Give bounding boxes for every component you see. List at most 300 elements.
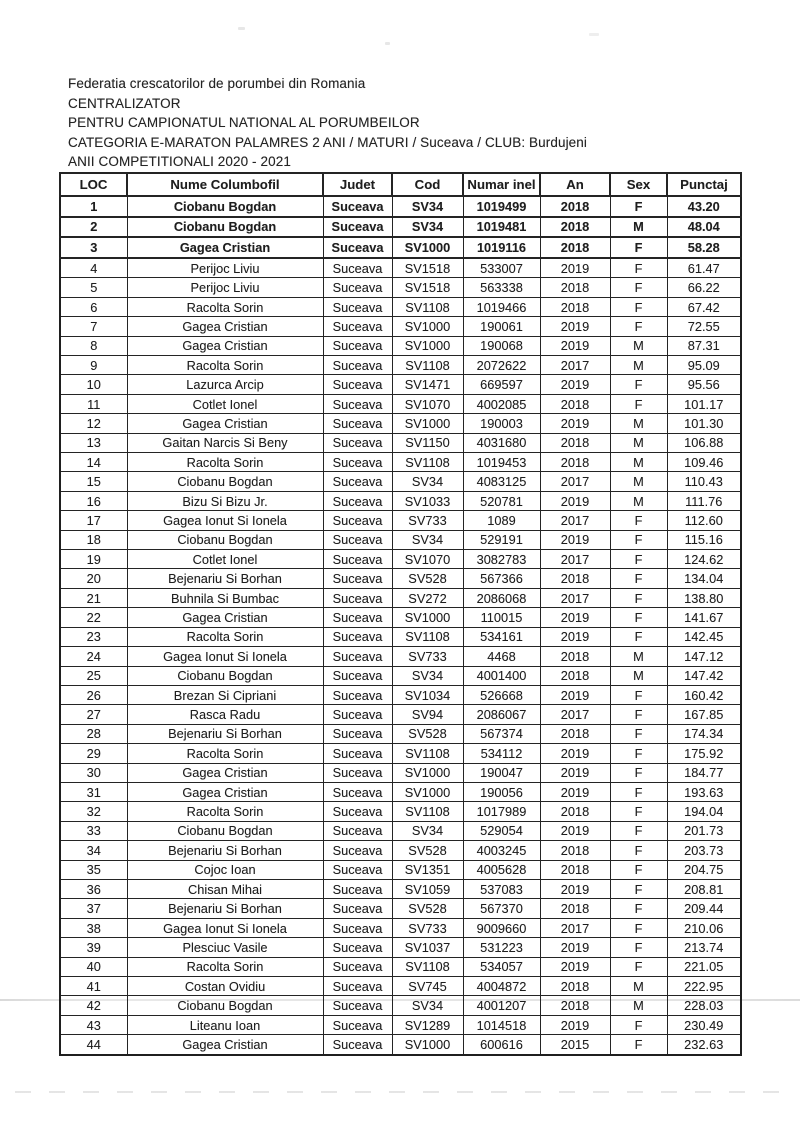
table-cell: 6 <box>60 297 127 316</box>
table-cell: Gagea Cristian <box>127 782 323 801</box>
table-cell: Suceava <box>323 588 392 607</box>
table-cell: Brezan Si Cipriani <box>127 685 323 704</box>
table-cell: 2019 <box>540 821 610 840</box>
table-cell: 58.28 <box>667 237 741 258</box>
table-row <box>60 899 741 918</box>
table-cell: 37 <box>60 899 127 918</box>
table-cell: 1019453 <box>463 453 540 472</box>
table-cell: 21 <box>60 588 127 607</box>
table-cell: Plesciuc Vasile <box>127 938 323 957</box>
table-cell: 2018 <box>540 647 610 666</box>
table-cell: 2086067 <box>463 705 540 724</box>
table-cell: Gagea Cristian <box>127 317 323 336</box>
table-cell: SV1000 <box>392 414 463 433</box>
table-cell: Suceava <box>323 705 392 724</box>
table-row <box>60 724 741 743</box>
table-cell: 204.75 <box>667 860 741 879</box>
table-row <box>60 237 741 258</box>
table-cell: Suceava <box>323 258 392 278</box>
table-row <box>60 782 741 801</box>
table-row <box>60 375 741 394</box>
table-cell: 2018 <box>540 860 610 879</box>
table-cell: Gagea Cristian <box>127 237 323 258</box>
table-cell: 17 <box>60 511 127 530</box>
table-row <box>60 744 741 763</box>
table-cell: 11 <box>60 394 127 413</box>
table-cell: 526668 <box>463 685 540 704</box>
table-cell: SV1108 <box>392 356 463 375</box>
table-cell: 101.30 <box>667 414 741 433</box>
table-cell: M <box>610 414 667 433</box>
scan-smudge-line <box>15 1091 785 1093</box>
table-cell: Suceava <box>323 297 392 316</box>
table-cell: 2018 <box>540 453 610 472</box>
table-cell: F <box>610 821 667 840</box>
table-cell: 184.77 <box>667 763 741 782</box>
table-cell: Suceava <box>323 196 392 217</box>
table-cell: 2018 <box>540 278 610 297</box>
table-cell: 534057 <box>463 957 540 976</box>
table-cell: Buhnila Si Bumbac <box>127 588 323 607</box>
table-cell: Suceava <box>323 899 392 918</box>
table-cell: Suceava <box>323 802 392 821</box>
table-cell: 34 <box>60 841 127 860</box>
table-cell: 190056 <box>463 782 540 801</box>
table-cell: Suceava <box>323 763 392 782</box>
table-cell: 3082783 <box>463 550 540 569</box>
table-cell: 2018 <box>540 996 610 1015</box>
table-cell: M <box>610 356 667 375</box>
table-cell: 193.63 <box>667 782 741 801</box>
table-cell: Suceava <box>323 647 392 666</box>
table-cell: Suceava <box>323 879 392 898</box>
table-cell: 2018 <box>540 237 610 258</box>
table-cell: SV1070 <box>392 550 463 569</box>
table-cell: 2018 <box>540 196 610 217</box>
table-cell: 3 <box>60 237 127 258</box>
table-cell: 2018 <box>540 802 610 821</box>
table-row <box>60 666 741 685</box>
table-row <box>60 433 741 452</box>
table-cell: 563338 <box>463 278 540 297</box>
table-cell: SV1518 <box>392 278 463 297</box>
table-cell: SV1034 <box>392 685 463 704</box>
table-cell: 110015 <box>463 608 540 627</box>
table-row <box>60 763 741 782</box>
table-cell: SV1150 <box>392 433 463 452</box>
table-row <box>60 569 741 588</box>
table-cell: 2086068 <box>463 588 540 607</box>
table-cell: F <box>610 802 667 821</box>
table-row <box>60 1015 741 1034</box>
table-cell: Bizu Si Bizu Jr. <box>127 491 323 510</box>
table-row <box>60 550 741 569</box>
table-cell: 2019 <box>540 744 610 763</box>
table-cell: 2018 <box>540 724 610 743</box>
table-cell: SV1108 <box>392 297 463 316</box>
table-cell: F <box>610 782 667 801</box>
table-cell: Suceava <box>323 278 392 297</box>
table-cell: 124.62 <box>667 550 741 569</box>
table-cell: 2017 <box>540 472 610 491</box>
table-cell: SV1108 <box>392 627 463 646</box>
table-cell: 160.42 <box>667 685 741 704</box>
table-cell: 520781 <box>463 491 540 510</box>
table-cell: 210.06 <box>667 918 741 937</box>
table-cell: 533007 <box>463 258 540 278</box>
table-cell: 2017 <box>540 511 610 530</box>
table-cell: F <box>610 685 667 704</box>
table-cell: F <box>610 511 667 530</box>
table-cell: Suceava <box>323 511 392 530</box>
table-cell: F <box>610 258 667 278</box>
table-cell: 2019 <box>540 317 610 336</box>
table-cell: 2019 <box>540 414 610 433</box>
table-cell: 230.49 <box>667 1015 741 1034</box>
table-cell: SV1351 <box>392 860 463 879</box>
table-cell: 12 <box>60 414 127 433</box>
table-cell: Ciobanu Bogdan <box>127 196 323 217</box>
table-cell: 201.73 <box>667 821 741 840</box>
table-cell: Suceava <box>323 744 392 763</box>
column-header: Cod <box>392 173 463 196</box>
table-cell: Cotlet Ionel <box>127 550 323 569</box>
table-cell: SV528 <box>392 841 463 860</box>
table-cell: 534161 <box>463 627 540 646</box>
table-cell: F <box>610 550 667 569</box>
table-cell: 1 <box>60 196 127 217</box>
table-cell: 24 <box>60 647 127 666</box>
table-cell: Racolta Sorin <box>127 957 323 976</box>
table-cell: Suceava <box>323 957 392 976</box>
competition-years-line: ANII COMPETITIONALI 2020 - 2021 <box>68 154 291 170</box>
table-cell: 2019 <box>540 763 610 782</box>
table-cell: SV1108 <box>392 957 463 976</box>
table-cell: 101.17 <box>667 394 741 413</box>
table-cell: 600616 <box>463 1035 540 1055</box>
table-cell: SV528 <box>392 899 463 918</box>
table-cell: 531223 <box>463 938 540 957</box>
table-row <box>60 821 741 840</box>
table-cell: SV1108 <box>392 744 463 763</box>
table-cell: Costan Ovidiu <box>127 977 323 996</box>
table-cell: Suceava <box>323 550 392 569</box>
table-cell: Suceava <box>323 685 392 704</box>
table-cell: SV34 <box>392 821 463 840</box>
table-cell: 203.73 <box>667 841 741 860</box>
table-cell: Ciobanu Bogdan <box>127 217 323 238</box>
table-cell: 228.03 <box>667 996 741 1015</box>
table-cell: 213.74 <box>667 938 741 957</box>
table-cell: 2018 <box>540 977 610 996</box>
table-cell: M <box>610 217 667 238</box>
table-cell: Cojoc Ioan <box>127 860 323 879</box>
table-cell: Gagea Cristian <box>127 1035 323 1055</box>
table-cell: SV1518 <box>392 258 463 278</box>
table-cell: F <box>610 744 667 763</box>
table-cell: Cotlet Ionel <box>127 394 323 413</box>
table-cell: SV1108 <box>392 802 463 821</box>
table-cell: Suceava <box>323 433 392 452</box>
table-cell: 141.67 <box>667 608 741 627</box>
scan-speck <box>385 42 390 45</box>
table-cell: F <box>610 608 667 627</box>
table-cell: 4 <box>60 258 127 278</box>
table-cell: F <box>610 375 667 394</box>
table-cell: SV34 <box>392 472 463 491</box>
table-row <box>60 588 741 607</box>
table-cell: Gaitan Narcis Si Beny <box>127 433 323 452</box>
table-cell: 41 <box>60 977 127 996</box>
column-header: Nume Columbofil <box>127 173 323 196</box>
table-cell: 2017 <box>540 550 610 569</box>
table-cell: 2072622 <box>463 356 540 375</box>
table-cell: Suceava <box>323 860 392 879</box>
table-cell: Racolta Sorin <box>127 453 323 472</box>
table-cell: Bejenariu Si Borhan <box>127 724 323 743</box>
table-cell: M <box>610 453 667 472</box>
table-cell: SV34 <box>392 530 463 549</box>
column-header: Punctaj <box>667 173 741 196</box>
table-cell: 142.45 <box>667 627 741 646</box>
table-cell: 2018 <box>540 394 610 413</box>
column-header: Judet <box>323 173 392 196</box>
table-cell: Suceava <box>323 608 392 627</box>
table-row <box>60 394 741 413</box>
table-cell: 4031680 <box>463 433 540 452</box>
table-cell: 232.63 <box>667 1035 741 1055</box>
federation-name-line: Federatia crescatorilor de porumbei din Romania <box>68 76 366 91</box>
table-cell: 1014518 <box>463 1015 540 1034</box>
table-cell: Ciobanu Bogdan <box>127 530 323 549</box>
table-cell: 2019 <box>540 938 610 957</box>
table-cell: Racolta Sorin <box>127 297 323 316</box>
table-cell: SV1000 <box>392 782 463 801</box>
table-cell: SV1059 <box>392 879 463 898</box>
table-cell: Gagea Ionut Si Ionela <box>127 918 323 937</box>
table-cell: Ciobanu Bogdan <box>127 821 323 840</box>
table-cell: SV733 <box>392 511 463 530</box>
table-cell: 2017 <box>540 705 610 724</box>
table-cell: SV94 <box>392 705 463 724</box>
table-cell: Suceava <box>323 977 392 996</box>
table-cell: SV733 <box>392 647 463 666</box>
table-cell: Suceava <box>323 375 392 394</box>
table-cell: Gagea Ionut Si Ionela <box>127 511 323 530</box>
table-cell: 112.60 <box>667 511 741 530</box>
table-cell: 28 <box>60 724 127 743</box>
table-header-row <box>60 173 741 196</box>
table-cell: 87.31 <box>667 336 741 355</box>
table-cell: 209.44 <box>667 899 741 918</box>
table-cell: F <box>610 899 667 918</box>
table-cell: 66.22 <box>667 278 741 297</box>
table-cell: 111.76 <box>667 491 741 510</box>
table-row <box>60 977 741 996</box>
table-cell: 2019 <box>540 375 610 394</box>
column-header: Numar inel <box>463 173 540 196</box>
table-cell: SV34 <box>392 996 463 1015</box>
table-cell: 4003245 <box>463 841 540 860</box>
table-cell: 95.56 <box>667 375 741 394</box>
table-cell: 138.80 <box>667 588 741 607</box>
table-row <box>60 879 741 898</box>
table-row <box>60 217 741 238</box>
table-cell: SV1070 <box>392 394 463 413</box>
table-cell: 2018 <box>540 433 610 452</box>
table-cell: 29 <box>60 744 127 763</box>
table-cell: SV528 <box>392 569 463 588</box>
table-cell: Suceava <box>323 530 392 549</box>
table-row <box>60 453 741 472</box>
table-cell: 9009660 <box>463 918 540 937</box>
table-cell: 42 <box>60 996 127 1015</box>
table-cell: Suceava <box>323 414 392 433</box>
table-cell: 190068 <box>463 336 540 355</box>
table-cell: M <box>610 472 667 491</box>
table-cell: Suceava <box>323 782 392 801</box>
table-cell: F <box>610 627 667 646</box>
table-cell: Lazurca Arcip <box>127 375 323 394</box>
table-cell: 95.09 <box>667 356 741 375</box>
table-cell: 4001400 <box>463 666 540 685</box>
table-cell: 39 <box>60 938 127 957</box>
table-cell: F <box>610 588 667 607</box>
table-cell: 1017989 <box>463 802 540 821</box>
table-cell: 134.04 <box>667 569 741 588</box>
table-cell: Racolta Sorin <box>127 627 323 646</box>
table-cell: 25 <box>60 666 127 685</box>
table-cell: F <box>610 938 667 957</box>
table-cell: 2019 <box>540 627 610 646</box>
table-row <box>60 957 741 976</box>
table-cell: F <box>610 278 667 297</box>
table-cell: 534112 <box>463 744 540 763</box>
table-cell: F <box>610 196 667 217</box>
table-row <box>60 647 741 666</box>
table-cell: 61.47 <box>667 258 741 278</box>
table-cell: 529054 <box>463 821 540 840</box>
table-cell: 2 <box>60 217 127 238</box>
table-cell: F <box>610 530 667 549</box>
results-table <box>59 172 742 1056</box>
table-cell: Gagea Cristian <box>127 608 323 627</box>
table-cell: 35 <box>60 860 127 879</box>
table-cell: F <box>610 237 667 258</box>
table-cell: 208.81 <box>667 879 741 898</box>
table-cell: 23 <box>60 627 127 646</box>
table-cell: 33 <box>60 821 127 840</box>
table-cell: Suceava <box>323 317 392 336</box>
table-body <box>60 196 741 1055</box>
table-row <box>60 627 741 646</box>
table-cell: F <box>610 394 667 413</box>
table-cell: 8 <box>60 336 127 355</box>
table-row <box>60 802 741 821</box>
table-cell: 2019 <box>540 258 610 278</box>
table-cell: 147.12 <box>667 647 741 666</box>
table-cell: M <box>610 433 667 452</box>
table-cell: F <box>610 879 667 898</box>
table-cell: SV34 <box>392 666 463 685</box>
table-cell: SV272 <box>392 588 463 607</box>
table-cell: SV528 <box>392 724 463 743</box>
table-cell: 38 <box>60 918 127 937</box>
category-line: CATEGORIA E-MARATON PALAMRES 2 ANI / MATURI / Suceava / CLUB: Burdujeni <box>68 134 587 150</box>
table-cell: 2019 <box>540 1015 610 1034</box>
table-cell: Perijoc Liviu <box>127 278 323 297</box>
table-cell: 115.16 <box>667 530 741 549</box>
table-cell: 36 <box>60 879 127 898</box>
table-cell: 26 <box>60 685 127 704</box>
table-cell: Gagea Cristian <box>127 763 323 782</box>
table-cell: 2018 <box>540 899 610 918</box>
table-cell: F <box>610 1015 667 1034</box>
table-cell: Suceava <box>323 394 392 413</box>
table-cell: 222.95 <box>667 977 741 996</box>
table-cell: F <box>610 860 667 879</box>
table-row <box>60 530 741 549</box>
table-cell: 2019 <box>540 685 610 704</box>
table-cell: 2018 <box>540 666 610 685</box>
table-cell: Suceava <box>323 841 392 860</box>
table-cell: M <box>610 491 667 510</box>
table-cell: SV1000 <box>392 237 463 258</box>
table-row <box>60 491 741 510</box>
table-cell: 44 <box>60 1035 127 1055</box>
table-row <box>60 414 741 433</box>
table-cell: F <box>610 724 667 743</box>
table-cell: 106.88 <box>667 433 741 452</box>
table-row <box>60 511 741 530</box>
table-cell: Suceava <box>323 453 392 472</box>
table-cell: 4001207 <box>463 996 540 1015</box>
table-cell: Suceava <box>323 569 392 588</box>
table-cell: M <box>610 336 667 355</box>
table-cell: Suceava <box>323 627 392 646</box>
table-cell: 43 <box>60 1015 127 1034</box>
table-cell: 221.05 <box>667 957 741 976</box>
table-cell: Suceava <box>323 237 392 258</box>
table-cell: 537083 <box>463 879 540 898</box>
table-cell: Liteanu Ioan <box>127 1015 323 1034</box>
table-cell: Suceava <box>323 821 392 840</box>
table-cell: 2017 <box>540 588 610 607</box>
table-cell: 2018 <box>540 569 610 588</box>
table-cell: 109.46 <box>667 453 741 472</box>
table-cell: 190047 <box>463 763 540 782</box>
table-cell: F <box>610 1035 667 1055</box>
table-row <box>60 258 741 278</box>
table-cell: F <box>610 957 667 976</box>
table-cell: 2015 <box>540 1035 610 1055</box>
document-header <box>68 74 587 172</box>
table-cell: F <box>610 763 667 782</box>
table-cell: 27 <box>60 705 127 724</box>
table-cell: 67.42 <box>667 297 741 316</box>
table-cell: Perijoc Liviu <box>127 258 323 278</box>
table-cell: M <box>610 996 667 1015</box>
table-cell: SV34 <box>392 217 463 238</box>
table-row <box>60 860 741 879</box>
table-cell: 2017 <box>540 918 610 937</box>
table-cell: F <box>610 317 667 336</box>
table-row <box>60 336 741 355</box>
table-cell: Ciobanu Bogdan <box>127 666 323 685</box>
table-cell: 32 <box>60 802 127 821</box>
table-cell: 43.20 <box>667 196 741 217</box>
table-cell: SV1037 <box>392 938 463 957</box>
